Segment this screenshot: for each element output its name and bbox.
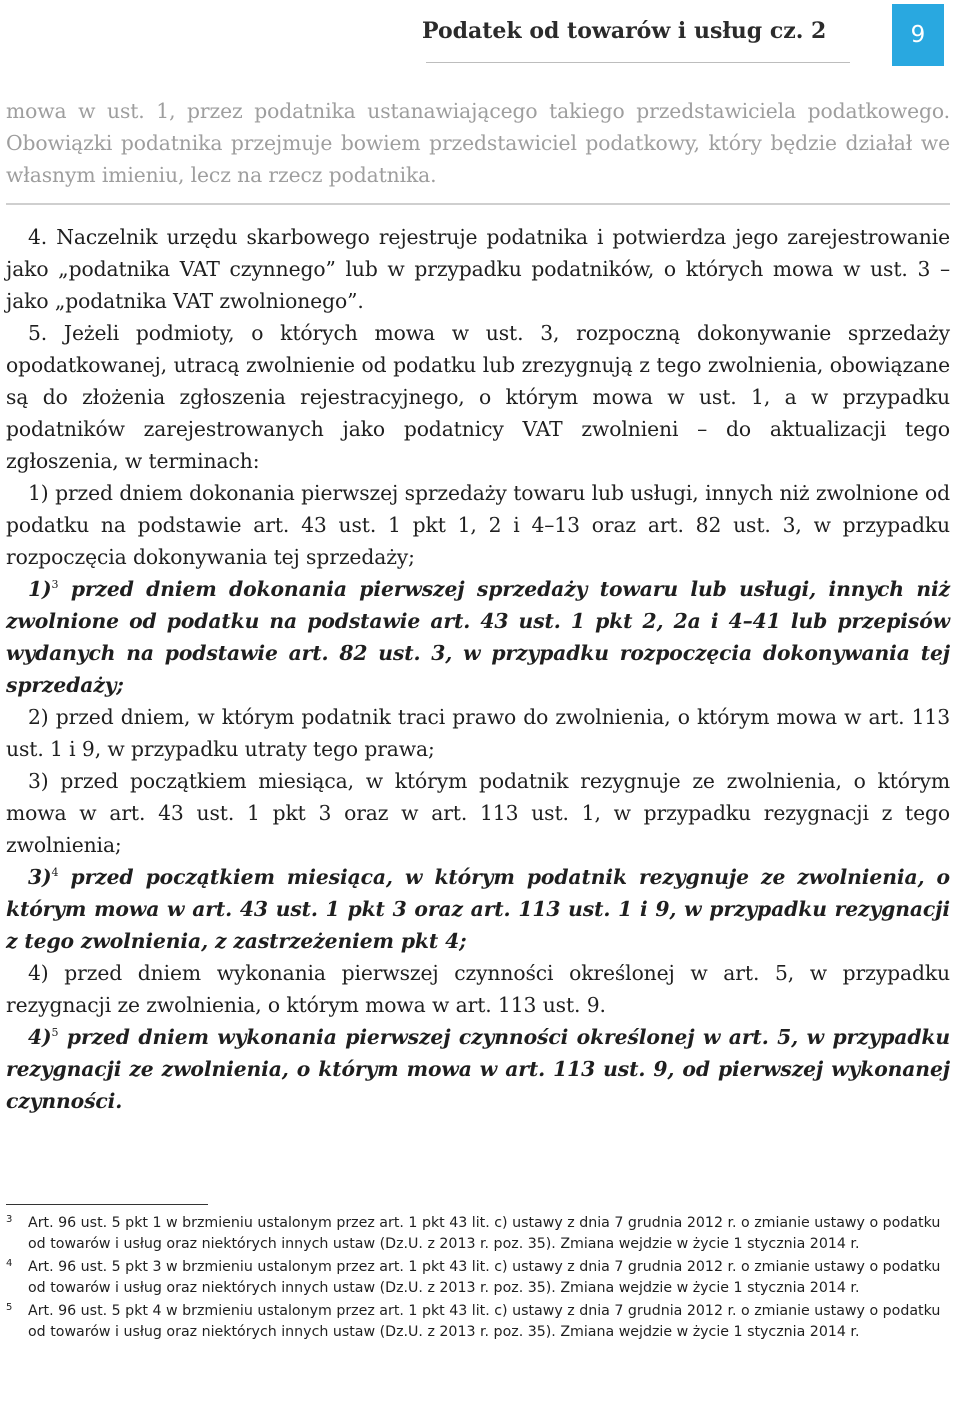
footnote-text: Art. 96 ust. 5 pkt 1 w brzmieniu ustalonym przez art. 1 pkt 43 lit. c) ustawy z dnia 7 grudnia 2012 r. o zmianie ustawy o podatku od towarów i usług oraz niektórych innych ustaw (Dz.U. z 2013 r. poz. 35). Zmiana wejdzie w życie 1 stycznia 2014 r. bbox=[28, 1215, 941, 1252]
item-1-old: 1) przed dniem dokonania pierwszej sprzedaży towaru lub usługi, innych niż zwolnione od podatku na podstawie art. 43 ust. 1 pkt 1, 2 i 4–13 oraz art. 82 ust. 3, w przypadku rozpoczęcia dokonywania tej sprzedaży; bbox=[6, 481, 950, 569]
paragraph-5: 5. Jeżeli podmioty, o których mowa w ust. 3, rozpoczną dokonywanie sprzedaży opodatkowanej, utracą zwolnienie od podatku lub zrezygnują z tego zwolnienia, obowiązane są do złożenia zgłoszenia rejestracyjnego, o którym mowa w ust. 1, a w przypadku podatników zarejestrowanych jako podatnicy VAT zwolnieni – do aktualizacji tego zgłoszenia, w terminach: bbox=[6, 321, 950, 473]
item-4-old: 4) przed dniem wykonania pierwszej czynności określonej w art. 5, w przypadku rezygnacji ze zwolnienia, o którym mowa w art. 113 ust. 9. bbox=[6, 961, 950, 1017]
footnote-mark: 3 bbox=[6, 1214, 13, 1225]
item-3-old: 3) przed początkiem miesiąca, w którym podatnik rezygnuje ze zwolnienia, o którym mowa w art. 43 ust. 1 pkt 3 oraz w art. 113 ust. 1, w przypadku rezygnacji z tego zwolnienia; bbox=[6, 769, 950, 857]
page-number: 9 bbox=[910, 22, 926, 48]
item-3-amended bbox=[6, 861, 950, 957]
footnote-divider bbox=[6, 1204, 208, 1205]
footnote-ref: 3 bbox=[51, 578, 59, 592]
footnotes bbox=[6, 1213, 950, 1345]
footnote-mark: 4 bbox=[6, 1258, 13, 1269]
item-1-amended bbox=[6, 573, 950, 701]
previous-text-faded: mowa w ust. 1, przez podatnika ustanawiającego takiego przedstawiciela podatkowego. Obowiązki podatnika przejmuje bowiem przedstawiciel podatkowy, który będzie działał we własnym imieniu, lecz na rzecz podatnika. bbox=[6, 99, 950, 187]
section-divider bbox=[6, 203, 950, 205]
item-number: 1) bbox=[28, 577, 52, 601]
footnote-3 bbox=[6, 1213, 950, 1254]
footnote-text: Art. 96 ust. 5 pkt 4 w brzmieniu ustalonym przez art. 1 pkt 43 lit. c) ustawy z dnia 7 grudnia 2012 r. o zmianie ustawy o podatku od towarów i usług oraz niektórych innych ustaw (Dz.U. z 2013 r. poz. 35). Zmiana wejdzie w życie 1 stycznia 2014 r. bbox=[28, 1303, 941, 1340]
item-text: przed początkiem miesiąca, w którym podatnik rezygnuje ze zwolnienia, o którym mowa w art. 43 ust. 1 pkt 3 oraz art. 113 ust. 1 i 9, w przypadku rezygnacji z tego zwolnienia, z zastrzeżeniem pkt 4; bbox=[6, 865, 950, 953]
paragraph-4: 4. Naczelnik urzędu skarbowego rejestruje podatnika i potwierdza jego zarejestrowanie jako „podatnika VAT czynnego” lub w przypadku podatników, o których mowa w ust. 3 – jako „podatnika VAT zwolnionego”. bbox=[6, 225, 950, 313]
item-4-amended bbox=[6, 1021, 950, 1117]
footnote-ref: 4 bbox=[51, 866, 59, 880]
item-text: przed dniem wykonania pierwszej czynności określonej w art. 5, w przypadku rezygnacji ze zwolnienia, o którym mowa w art. 113 ust. 9, od pierwszej wykonanej czynności. bbox=[6, 1025, 951, 1113]
header-divider bbox=[426, 62, 850, 63]
footnote-mark: 5 bbox=[6, 1302, 13, 1313]
article-body bbox=[6, 95, 950, 1117]
footnote-4 bbox=[6, 1257, 950, 1298]
item-number: 4) bbox=[28, 1025, 52, 1049]
item-text: przed dniem dokonania pierwszej sprzedaży towaru lub usługi, innych niż zwolnione od podatku na podstawie art. 43 ust. 1 pkt 2, 2a i 4–41 lub przepisów wydanych na podstawie art. 82 ust. 3, w przypadku rozpoczęcia dokonywania tej sprzedaży; bbox=[6, 577, 950, 697]
footnote-5 bbox=[6, 1301, 950, 1342]
footnote-ref: 5 bbox=[51, 1026, 59, 1040]
item-2: 2) przed dniem, w którym podatnik traci prawo do zwolnienia, o którym mowa w art. 113 ust. 1 i 9, w przypadku utraty tego prawa; bbox=[6, 705, 950, 761]
footnote-text: Art. 96 ust. 5 pkt 3 w brzmieniu ustalonym przez art. 1 pkt 43 lit. c) ustawy z dnia 7 grudnia 2012 r. o zmianie ustawy o podatku od towarów i usług oraz niektórych innych ustaw (Dz.U. z 2013 r. poz. 35). Zmiana wejdzie w życie 1 stycznia 2014 r. bbox=[28, 1259, 941, 1296]
page-number-badge bbox=[892, 4, 944, 66]
running-header-title: Podatek od towarów i usług cz. 2 bbox=[422, 18, 827, 44]
item-number: 3) bbox=[28, 865, 52, 889]
